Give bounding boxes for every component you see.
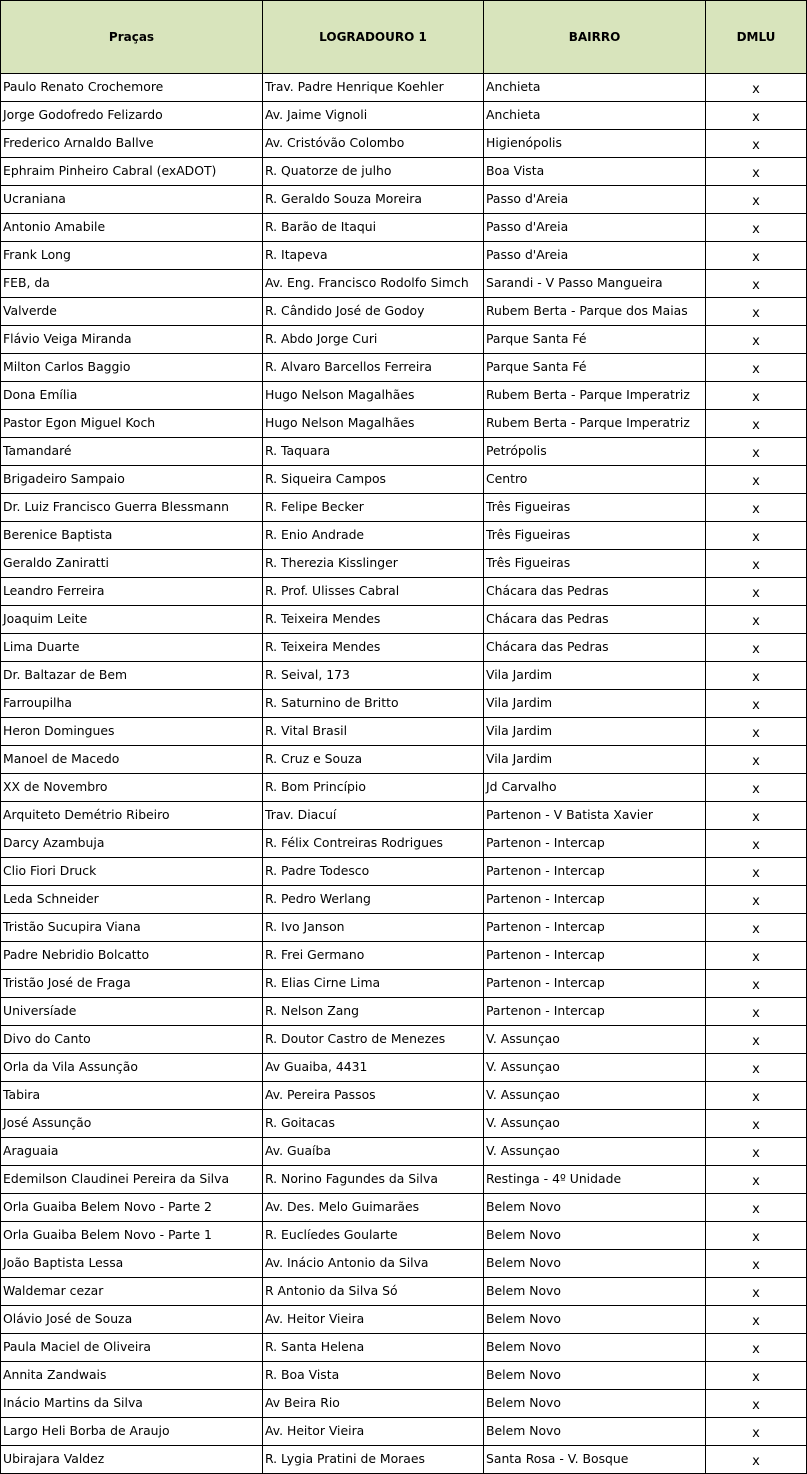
cell-bairro: Passo d'Areia — [484, 186, 706, 214]
cell-dmlu: x — [706, 242, 807, 270]
cell-bairro: Restinga - 4º Unidade — [484, 1166, 706, 1194]
cell-praca: XX de Novembro — [1, 774, 263, 802]
cell-praca: Orla Guaiba Belem Novo - Parte 2 — [1, 1194, 263, 1222]
cell-dmlu: x — [706, 970, 807, 998]
table-row — [1, 550, 807, 578]
cell-dmlu: x — [706, 942, 807, 970]
table-body — [1, 74, 807, 1474]
cell-logradouro: R. Geraldo Souza Moreira — [263, 186, 484, 214]
cell-logradouro: R. Abdo Jorge Curi — [263, 326, 484, 354]
cell-dmlu: x — [706, 578, 807, 606]
cell-logradouro: Av. Eng. Francisco Rodolfo Simch — [263, 270, 484, 298]
cell-bairro: V. Assunçao — [484, 1026, 706, 1054]
cell-bairro: Belem Novo — [484, 1250, 706, 1278]
cell-dmlu: x — [706, 1166, 807, 1194]
table-row — [1, 1418, 807, 1446]
cell-praca: José Assunção — [1, 1110, 263, 1138]
cell-bairro: V. Assunçao — [484, 1082, 706, 1110]
cell-logradouro: R. Prof. Ulisses Cabral — [263, 578, 484, 606]
table-row — [1, 970, 807, 998]
cell-praca: Waldemar cezar — [1, 1278, 263, 1306]
cell-dmlu: x — [706, 690, 807, 718]
cell-dmlu: x — [706, 998, 807, 1026]
cell-logradouro: Av. Heitor Vieira — [263, 1418, 484, 1446]
cell-dmlu: x — [706, 438, 807, 466]
table-row — [1, 298, 807, 326]
cell-bairro: Partenon - Intercap — [484, 914, 706, 942]
table-row — [1, 718, 807, 746]
cell-praca: Heron Domingues — [1, 718, 263, 746]
cell-dmlu: x — [706, 830, 807, 858]
cell-bairro: Partenon - Intercap — [484, 886, 706, 914]
cell-praca: Araguaia — [1, 1138, 263, 1166]
cell-dmlu: x — [706, 410, 807, 438]
cell-praca: Paulo Renato Crochemore — [1, 74, 263, 102]
cell-bairro: Parque Santa Fé — [484, 326, 706, 354]
cell-praca: Universíade — [1, 998, 263, 1026]
cell-praca: Inácio Martins da Silva — [1, 1390, 263, 1418]
cell-dmlu: x — [706, 1278, 807, 1306]
cell-dmlu: x — [706, 858, 807, 886]
table-row — [1, 1362, 807, 1390]
header-dmlu: DMLU — [706, 1, 807, 74]
cell-dmlu: x — [706, 1390, 807, 1418]
cell-praca: Paula Maciel de Oliveira — [1, 1334, 263, 1362]
cell-dmlu: x — [706, 214, 807, 242]
cell-bairro: Parque Santa Fé — [484, 354, 706, 382]
cell-praca: Edemilson Claudinei Pereira da Silva — [1, 1166, 263, 1194]
table-row — [1, 690, 807, 718]
cell-dmlu: x — [706, 74, 807, 102]
table-row — [1, 1110, 807, 1138]
table-row — [1, 102, 807, 130]
cell-dmlu: x — [706, 1026, 807, 1054]
cell-bairro: V. Assunçao — [484, 1110, 706, 1138]
cell-praca: Farroupilha — [1, 690, 263, 718]
cell-dmlu: x — [706, 914, 807, 942]
table-row — [1, 494, 807, 522]
cell-logradouro: R. Padre Todesco — [263, 858, 484, 886]
cell-dmlu: x — [706, 1110, 807, 1138]
cell-logradouro: R. Enio Andrade — [263, 522, 484, 550]
cell-logradouro: R Antonio da Silva Só — [263, 1278, 484, 1306]
table-row — [1, 746, 807, 774]
cell-dmlu: x — [706, 354, 807, 382]
cell-bairro: Rubem Berta - Parque Imperatriz — [484, 382, 706, 410]
cell-dmlu: x — [706, 1138, 807, 1166]
cell-praca: Olávio José de Souza — [1, 1306, 263, 1334]
cell-logradouro: Hugo Nelson Magalhães — [263, 382, 484, 410]
cell-logradouro: Av. Jaime Vignoli — [263, 102, 484, 130]
table-row — [1, 242, 807, 270]
table-row — [1, 1334, 807, 1362]
cell-dmlu: x — [706, 662, 807, 690]
cell-dmlu: x — [706, 102, 807, 130]
table-row — [1, 1250, 807, 1278]
cell-dmlu: x — [706, 522, 807, 550]
table-row — [1, 886, 807, 914]
cell-dmlu: x — [706, 1222, 807, 1250]
table-row — [1, 1166, 807, 1194]
cell-bairro: Vila Jardim — [484, 662, 706, 690]
table-row — [1, 466, 807, 494]
cell-dmlu: x — [706, 1194, 807, 1222]
cell-bairro: Partenon - Intercap — [484, 830, 706, 858]
table-row — [1, 186, 807, 214]
cell-logradouro: Av. Inácio Antonio da Silva — [263, 1250, 484, 1278]
cell-bairro: Anchieta — [484, 74, 706, 102]
cell-praca: Manoel de Macedo — [1, 746, 263, 774]
cell-bairro: Chácara das Pedras — [484, 634, 706, 662]
cell-logradouro: R. Alvaro Barcellos Ferreira — [263, 354, 484, 382]
table-row — [1, 214, 807, 242]
cell-dmlu: x — [706, 774, 807, 802]
table-row — [1, 1194, 807, 1222]
table-row — [1, 1278, 807, 1306]
table-row — [1, 438, 807, 466]
cell-praca: Tabira — [1, 1082, 263, 1110]
cell-bairro: V. Assunçao — [484, 1138, 706, 1166]
cell-bairro: Belem Novo — [484, 1278, 706, 1306]
cell-bairro: Chácara das Pedras — [484, 606, 706, 634]
cell-dmlu: x — [706, 1250, 807, 1278]
table-row — [1, 522, 807, 550]
table-row — [1, 830, 807, 858]
cell-bairro: Belem Novo — [484, 1334, 706, 1362]
cell-logradouro: Trav. Diacuí — [263, 802, 484, 830]
header-bairro: BAIRRO — [484, 1, 706, 74]
cell-dmlu: x — [706, 634, 807, 662]
cell-praca: Largo Heli Borba de Araujo — [1, 1418, 263, 1446]
cell-praca: FEB, da — [1, 270, 263, 298]
cell-logradouro: R. Félix Contreiras Rodrigues — [263, 830, 484, 858]
cell-logradouro: Av. Cristóvão Colombo — [263, 130, 484, 158]
cell-bairro: Três Figueiras — [484, 550, 706, 578]
cell-bairro: V. Assunçao — [484, 1054, 706, 1082]
table-row — [1, 1390, 807, 1418]
table-row — [1, 1026, 807, 1054]
cell-praca: Dr. Luiz Francisco Guerra Blessmann — [1, 494, 263, 522]
cell-bairro: Belem Novo — [484, 1418, 706, 1446]
cell-bairro: Santa Rosa - V. Bosque — [484, 1446, 706, 1474]
cell-logradouro: R. Nelson Zang — [263, 998, 484, 1026]
cell-dmlu: x — [706, 802, 807, 830]
cell-logradouro: R. Cruz e Souza — [263, 746, 484, 774]
table-row — [1, 1082, 807, 1110]
cell-logradouro: Av. Des. Melo Guimarães — [263, 1194, 484, 1222]
table-row — [1, 130, 807, 158]
cell-logradouro: R. Saturnino de Britto — [263, 690, 484, 718]
cell-dmlu: x — [706, 886, 807, 914]
cell-logradouro: R. Pedro Werlang — [263, 886, 484, 914]
cell-dmlu: x — [706, 1306, 807, 1334]
cell-praca: Darcy Azambuja — [1, 830, 263, 858]
cell-praca: Valverde — [1, 298, 263, 326]
cell-logradouro: R. Bom Princípio — [263, 774, 484, 802]
cell-dmlu: x — [706, 746, 807, 774]
cell-praca: Brigadeiro Sampaio — [1, 466, 263, 494]
table-row — [1, 802, 807, 830]
cell-logradouro: R. Cândido José de Godoy — [263, 298, 484, 326]
cell-praca: Padre Nebridio Bolcatto — [1, 942, 263, 970]
cell-bairro: Chácara das Pedras — [484, 578, 706, 606]
cell-dmlu: x — [706, 326, 807, 354]
cell-bairro: Partenon - Intercap — [484, 998, 706, 1026]
cell-dmlu: x — [706, 718, 807, 746]
cell-bairro: Belem Novo — [484, 1194, 706, 1222]
table-row — [1, 326, 807, 354]
cell-bairro: Anchieta — [484, 102, 706, 130]
table-row — [1, 858, 807, 886]
cell-logradouro: Av. Pereira Passos — [263, 1082, 484, 1110]
cell-praca: Ephraim Pinheiro Cabral (exADOT) — [1, 158, 263, 186]
table-row — [1, 1446, 807, 1474]
cell-logradouro: R. Ivo Janson — [263, 914, 484, 942]
cell-dmlu: x — [706, 1054, 807, 1082]
cell-praca: Leda Schneider — [1, 886, 263, 914]
cell-praca: Dona Emília — [1, 382, 263, 410]
cell-bairro: Rubem Berta - Parque dos Maias — [484, 298, 706, 326]
table-row — [1, 270, 807, 298]
cell-logradouro: R. Siqueira Campos — [263, 466, 484, 494]
cell-logradouro: R. Seival, 173 — [263, 662, 484, 690]
cell-bairro: Belem Novo — [484, 1222, 706, 1250]
cell-praca: Geraldo Zaniratti — [1, 550, 263, 578]
cell-dmlu: x — [706, 130, 807, 158]
cell-dmlu: x — [706, 606, 807, 634]
table-row — [1, 410, 807, 438]
cell-logradouro: R. Euclíedes Goularte — [263, 1222, 484, 1250]
cell-logradouro: R. Frei Germano — [263, 942, 484, 970]
cell-praca: Clio Fiori Druck — [1, 858, 263, 886]
cell-praca: Annita Zandwais — [1, 1362, 263, 1390]
table-row — [1, 158, 807, 186]
cell-logradouro: Av. Guaíba — [263, 1138, 484, 1166]
cell-logradouro: R. Boa Vista — [263, 1362, 484, 1390]
cell-praca: Tristão Sucupira Viana — [1, 914, 263, 942]
cell-dmlu: x — [706, 158, 807, 186]
cell-praca: Berenice Baptista — [1, 522, 263, 550]
table-row — [1, 1054, 807, 1082]
cell-logradouro: R. Doutor Castro de Menezes — [263, 1026, 484, 1054]
cell-bairro: Vila Jardim — [484, 746, 706, 774]
cell-praca: Leandro Ferreira — [1, 578, 263, 606]
cell-dmlu: x — [706, 1334, 807, 1362]
header-row — [1, 1, 807, 74]
cell-logradouro: R. Norino Fagundes da Silva — [263, 1166, 484, 1194]
cell-bairro: Três Figueiras — [484, 522, 706, 550]
cell-bairro: Rubem Berta - Parque Imperatriz — [484, 410, 706, 438]
table-row — [1, 998, 807, 1026]
cell-logradouro: R. Santa Helena — [263, 1334, 484, 1362]
cell-bairro: Belem Novo — [484, 1362, 706, 1390]
cell-bairro: Vila Jardim — [484, 690, 706, 718]
cell-dmlu: x — [706, 466, 807, 494]
cell-logradouro: R. Taquara — [263, 438, 484, 466]
cell-bairro: Centro — [484, 466, 706, 494]
cell-logradouro: R. Barão de Itaqui — [263, 214, 484, 242]
cell-bairro: Petrópolis — [484, 438, 706, 466]
cell-dmlu: x — [706, 1446, 807, 1474]
cell-praca: Dr. Baltazar de Bem — [1, 662, 263, 690]
cell-logradouro: Av. Heitor Vieira — [263, 1306, 484, 1334]
cell-logradouro: Trav. Padre Henrique Koehler — [263, 74, 484, 102]
cell-praca: Antonio Amabile — [1, 214, 263, 242]
table-row — [1, 1306, 807, 1334]
cell-bairro: Partenon - Intercap — [484, 858, 706, 886]
cell-dmlu: x — [706, 550, 807, 578]
cell-dmlu: x — [706, 186, 807, 214]
cell-dmlu: x — [706, 382, 807, 410]
cell-praca: Frederico Arnaldo Ballve — [1, 130, 263, 158]
cell-dmlu: x — [706, 494, 807, 522]
cell-logradouro: R. Therezia Kisslinger — [263, 550, 484, 578]
table-row — [1, 662, 807, 690]
cell-logradouro: Hugo Nelson Magalhães — [263, 410, 484, 438]
cell-bairro: Passo d'Areia — [484, 214, 706, 242]
table-row — [1, 354, 807, 382]
cell-logradouro: R. Itapeva — [263, 242, 484, 270]
header-logradouro: LOGRADOURO 1 — [263, 1, 484, 74]
cell-logradouro: R. Lygia Pratini de Moraes — [263, 1446, 484, 1474]
cell-praca: Arquiteto Demétrio Ribeiro — [1, 802, 263, 830]
table-row — [1, 606, 807, 634]
header-pracas: Praças — [1, 1, 263, 74]
table-row — [1, 634, 807, 662]
cell-praca: Divo do Canto — [1, 1026, 263, 1054]
cell-dmlu: x — [706, 298, 807, 326]
cell-logradouro: Av Beira Rio — [263, 1390, 484, 1418]
table-row — [1, 382, 807, 410]
table-row — [1, 774, 807, 802]
cell-praca: Joaquim Leite — [1, 606, 263, 634]
cell-logradouro: R. Vital Brasil — [263, 718, 484, 746]
cell-bairro: Partenon - Intercap — [484, 942, 706, 970]
cell-praca: Tristão José de Fraga — [1, 970, 263, 998]
cell-praca: Flávio Veiga Miranda — [1, 326, 263, 354]
cell-logradouro: Av Guaiba, 4431 — [263, 1054, 484, 1082]
cell-bairro: Belem Novo — [484, 1390, 706, 1418]
cell-praca: Pastor Egon Miguel Koch — [1, 410, 263, 438]
cell-praca: João Baptista Lessa — [1, 1250, 263, 1278]
cell-bairro: Jd Carvalho — [484, 774, 706, 802]
table-row — [1, 578, 807, 606]
cell-praca: Ucraniana — [1, 186, 263, 214]
cell-bairro: Boa Vista — [484, 158, 706, 186]
cell-dmlu: x — [706, 270, 807, 298]
cell-dmlu: x — [706, 1082, 807, 1110]
cell-bairro: Belem Novo — [484, 1306, 706, 1334]
table-row — [1, 914, 807, 942]
cell-dmlu: x — [706, 1418, 807, 1446]
cell-bairro: Partenon - Intercap — [484, 970, 706, 998]
cell-praca: Lima Duarte — [1, 634, 263, 662]
cell-praca: Milton Carlos Baggio — [1, 354, 263, 382]
cell-praca: Orla Guaiba Belem Novo - Parte 1 — [1, 1222, 263, 1250]
cell-praca: Orla da Vila Assunção — [1, 1054, 263, 1082]
cell-dmlu: x — [706, 1362, 807, 1390]
table-row — [1, 74, 807, 102]
cell-bairro: Passo d'Areia — [484, 242, 706, 270]
cell-praca: Frank Long — [1, 242, 263, 270]
cell-logradouro: R. Goitacas — [263, 1110, 484, 1138]
cell-bairro: Sarandi - V Passo Mangueira — [484, 270, 706, 298]
cell-praca: Tamandaré — [1, 438, 263, 466]
cell-logradouro: R. Quatorze de julho — [263, 158, 484, 186]
cell-bairro: Higienópolis — [484, 130, 706, 158]
cell-praca: Ubirajara Valdez — [1, 1446, 263, 1474]
cell-praca: Jorge Godofredo Felizardo — [1, 102, 263, 130]
table-row — [1, 942, 807, 970]
cell-logradouro: R. Elias Cirne Lima — [263, 970, 484, 998]
cell-bairro: Partenon - V Batista Xavier — [484, 802, 706, 830]
cell-logradouro: R. Felipe Becker — [263, 494, 484, 522]
cell-bairro: Três Figueiras — [484, 494, 706, 522]
table-row — [1, 1222, 807, 1250]
cell-logradouro: R. Teixeira Mendes — [263, 606, 484, 634]
cell-bairro: Vila Jardim — [484, 718, 706, 746]
table-row — [1, 1138, 807, 1166]
cell-logradouro: R. Teixeira Mendes — [263, 634, 484, 662]
